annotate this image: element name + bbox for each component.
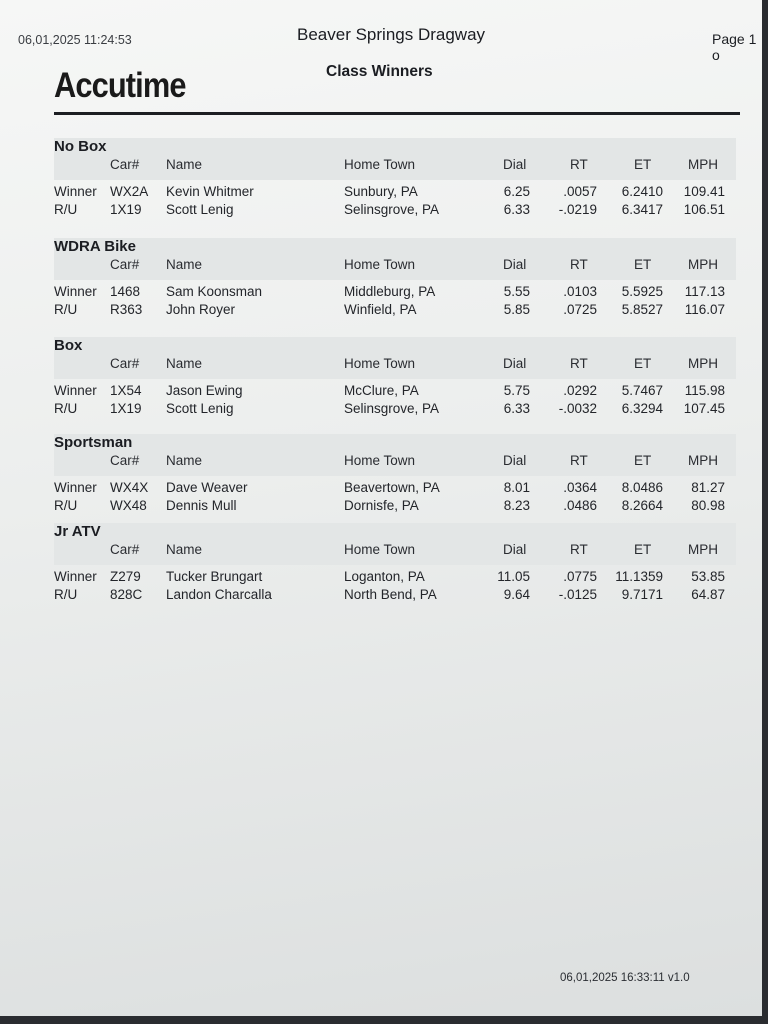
cell-hometown: McClure, PA [344, 383, 419, 398]
class-name: Sportsman [54, 434, 133, 451]
class-name: Box [54, 337, 83, 354]
cell-name: Kevin Whitmer [166, 184, 254, 199]
report-title: Class Winners [326, 63, 433, 80]
column-header-dial: Dial [503, 157, 527, 172]
background-edge [762, 0, 768, 1024]
result-row [54, 184, 736, 202]
class-section [54, 238, 736, 334]
cell-car: R363 [110, 302, 143, 317]
class-name: No Box [54, 138, 107, 155]
cell-hometown: Sunbury, PA [344, 184, 418, 199]
print-date: 06,01,2025 11:24:53 [18, 33, 132, 47]
class-section [54, 434, 736, 530]
cell-mph: 107.45 [683, 401, 725, 416]
column-header-car: Car# [110, 356, 140, 371]
cell-et: 6.3417 [621, 202, 663, 217]
cell-car: WX2A [110, 184, 149, 199]
cell-hometown: Loganton, PA [344, 569, 425, 584]
cell-place: R/U [54, 302, 78, 317]
cell-et: 6.2410 [621, 184, 663, 199]
column-header-hometown: Home Town [344, 157, 416, 172]
class-section [54, 337, 736, 433]
cell-place: R/U [54, 401, 78, 416]
column-header-hometown: Home Town [344, 356, 416, 371]
column-header-hometown: Home Town [344, 257, 416, 272]
cell-name: Scott Lenig [166, 401, 234, 416]
column-header-mph: MPH [688, 542, 718, 557]
column-header-dial: Dial [503, 542, 527, 557]
cell-place: R/U [54, 202, 78, 217]
cell-name: Jason Ewing [166, 383, 243, 398]
cell-dial: 9.64 [503, 587, 530, 602]
column-header-name: Name [166, 157, 203, 172]
column-header-name: Name [166, 542, 203, 557]
column-header-et: ET [634, 542, 652, 557]
result-row [54, 202, 736, 220]
cell-place: Winner [54, 284, 97, 299]
cell-hometown: North Bend, PA [344, 587, 437, 602]
cell-mph: 53.85 [691, 569, 725, 584]
result-row [54, 284, 736, 302]
cell-mph: 80.98 [691, 498, 725, 513]
column-header-hometown: Home Town [344, 542, 416, 557]
cell-et: 5.5925 [621, 284, 663, 299]
cell-mph: 106.51 [683, 202, 725, 217]
cell-et: 6.3294 [621, 401, 663, 416]
column-header-dial: Dial [503, 356, 527, 371]
column-header-car: Car# [110, 257, 140, 272]
column-header-dial: Dial [503, 453, 527, 468]
cell-mph: 64.87 [691, 587, 725, 602]
class-section [54, 138, 736, 234]
cell-dial: 5.85 [503, 302, 530, 317]
column-header-rt: RT [570, 453, 588, 468]
cell-car: 1X19 [110, 202, 142, 217]
column-header-rt: RT [570, 257, 588, 272]
column-header-car: Car# [110, 542, 140, 557]
cell-car: 1X19 [110, 401, 142, 416]
cell-mph: 81.27 [691, 480, 725, 495]
cell-mph: 117.13 [684, 284, 725, 299]
cell-car: 828C [110, 587, 143, 602]
cell-car: WX48 [110, 498, 147, 513]
cell-place: Winner [54, 569, 97, 584]
column-header-mph: MPH [688, 453, 718, 468]
cell-place: R/U [54, 587, 78, 602]
result-row [54, 587, 736, 605]
cell-dial: 6.25 [503, 184, 530, 199]
cell-place: Winner [54, 184, 97, 199]
cell-rt: .0364 [563, 480, 597, 495]
cell-name: Tucker Brungart [166, 569, 263, 584]
column-header-mph: MPH [688, 257, 718, 272]
column-header-et: ET [634, 356, 652, 371]
accutime-logo: Accutime [54, 66, 186, 105]
cell-hometown: Winfield, PA [344, 302, 417, 317]
column-header-rt: RT [570, 542, 588, 557]
cell-et: 11.1359 [615, 569, 663, 584]
cell-name: Dennis Mull [166, 498, 237, 513]
cell-hometown: Selinsgrove, PA [344, 202, 440, 217]
cell-dial: 11.05 [497, 569, 530, 584]
cell-place: Winner [54, 480, 97, 495]
result-row [54, 498, 736, 516]
column-header-car: Car# [110, 453, 140, 468]
cell-rt: .0292 [563, 383, 597, 398]
cell-car: 1468 [110, 284, 141, 299]
cell-dial: 6.33 [503, 202, 530, 217]
cell-dial: 8.23 [503, 498, 530, 513]
track-name: Beaver Springs Dragway [297, 25, 486, 44]
result-row [54, 401, 736, 419]
column-header-et: ET [634, 257, 652, 272]
cell-et: 8.0486 [621, 480, 663, 495]
cell-et: 5.7467 [621, 383, 663, 398]
cell-name: Sam Koonsman [166, 284, 263, 299]
cell-car: WX4X [110, 480, 149, 495]
column-header-car: Car# [110, 157, 140, 172]
column-header-et: ET [634, 453, 652, 468]
column-header-name: Name [166, 356, 203, 371]
cell-car: Z279 [110, 569, 141, 584]
cell-rt: -.0032 [558, 401, 597, 416]
column-header-mph: MPH [688, 356, 718, 371]
cell-mph: 109.41 [683, 184, 725, 199]
column-header-name: Name [166, 453, 203, 468]
cell-hometown: Middleburg, PA [344, 284, 436, 299]
class-name: WDRA Bike [54, 238, 136, 255]
cell-dial: 6.33 [503, 401, 530, 416]
cell-rt: .0486 [563, 498, 597, 513]
cell-dial: 5.55 [503, 284, 530, 299]
result-row [54, 569, 736, 587]
column-header-dial: Dial [503, 257, 527, 272]
cell-rt: .0725 [563, 302, 597, 317]
cell-car: 1X54 [110, 383, 142, 398]
cell-hometown: Selinsgrove, PA [344, 401, 440, 416]
cell-mph: 115.98 [684, 383, 725, 398]
cell-rt: .0103 [563, 284, 597, 299]
result-row [54, 383, 736, 401]
class-section [54, 523, 736, 619]
cell-name: John Royer [166, 302, 236, 317]
column-header-et: ET [634, 157, 652, 172]
page-label: Page 1 o [712, 31, 757, 63]
column-header-name: Name [166, 257, 203, 272]
column-header-hometown: Home Town [344, 453, 416, 468]
result-row [54, 302, 736, 320]
cell-place: Winner [54, 383, 97, 398]
cell-place: R/U [54, 498, 78, 513]
cell-hometown: Dornisfe, PA [344, 498, 419, 513]
cell-name: Scott Lenig [166, 202, 234, 217]
cell-dial: 5.75 [503, 383, 530, 398]
cell-rt: .0775 [563, 569, 597, 584]
cell-dial: 8.01 [503, 480, 530, 495]
run-stamp: 06,01,2025 16:33:11 v1.0 [560, 972, 690, 984]
cell-rt: -.0125 [558, 587, 597, 602]
cell-mph: 116.07 [684, 302, 725, 317]
cell-hometown: Beavertown, PA [344, 480, 440, 495]
class-name: Jr ATV [54, 523, 101, 540]
cell-rt: .0057 [563, 184, 597, 199]
cell-et: 8.2664 [621, 498, 663, 513]
column-header-mph: MPH [688, 157, 718, 172]
cell-et: 5.8527 [621, 302, 663, 317]
cell-name: Dave Weaver [166, 480, 248, 495]
column-header-rt: RT [570, 157, 588, 172]
cell-rt: -.0219 [558, 202, 597, 217]
result-row [54, 480, 736, 498]
cell-et: 9.7171 [621, 587, 663, 602]
column-header-rt: RT [570, 356, 588, 371]
header-divider [54, 112, 740, 115]
cell-name: Landon Charcalla [166, 587, 272, 602]
